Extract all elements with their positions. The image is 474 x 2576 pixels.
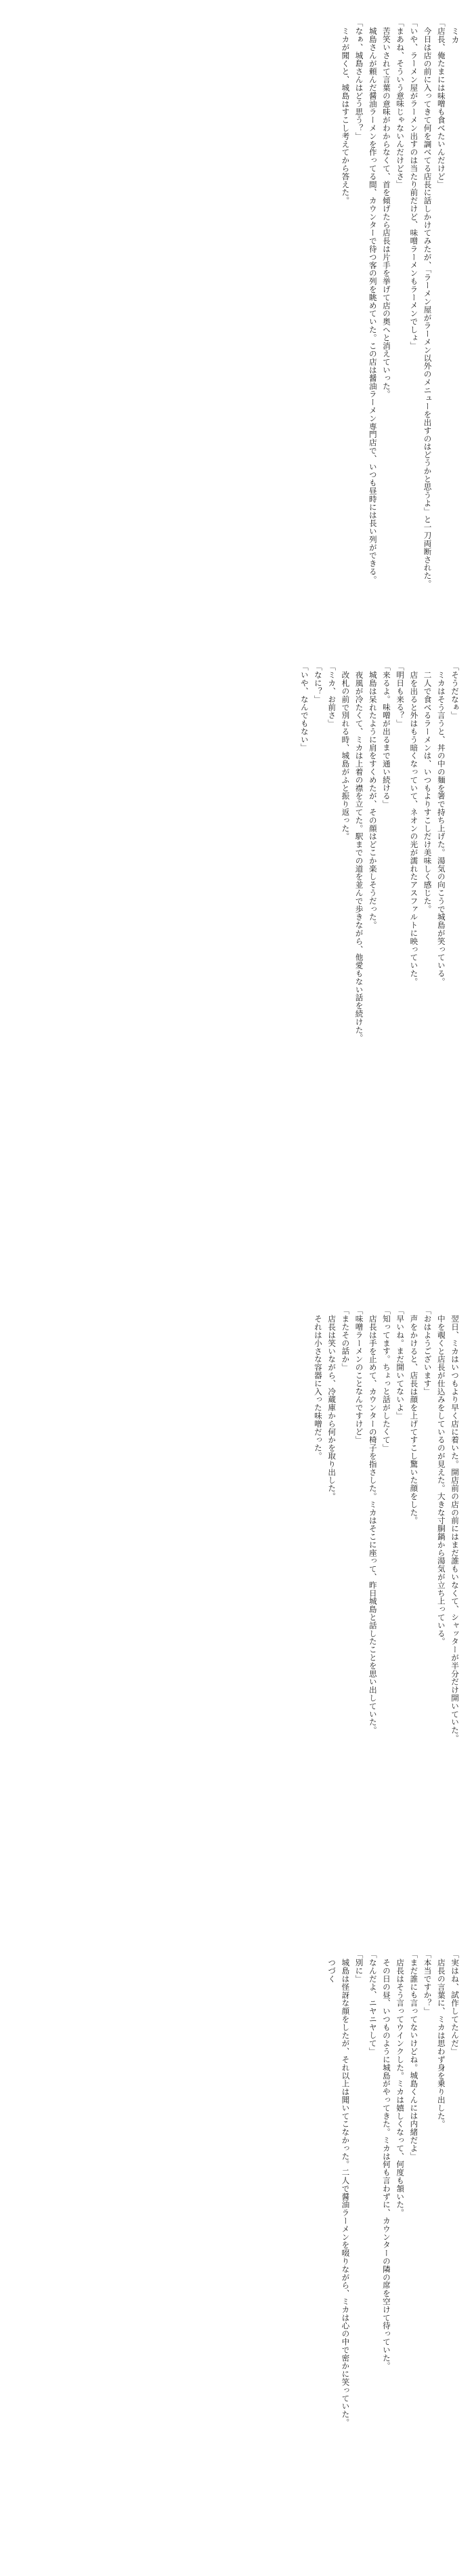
paragraph: 「なんだよ、ニヤニヤして」	[368, 1950, 378, 2056]
paragraph: 店を出ると外はもう暗くなっていて、ネオンの光が濡れたアスファルトに映っていた。	[409, 670, 419, 985]
vertical-text-column	[12, 1950, 462, 2560]
paragraph: 中を覗くと店長が仕込みをしているのが見えた。大きな寸胴鍋から湯気が立ち上っている。	[436, 1314, 446, 1645]
paragraph: 「早いね。まだ開いてないよ」	[395, 1307, 406, 1420]
vertical-text-column	[12, 663, 462, 1273]
paragraph: 「まだ誰にも言ってないけどね。城島くんには内緒だよ」	[409, 1950, 419, 2161]
vertical-text-column	[12, 1307, 462, 1917]
paragraph: 改札の前で別れる時、城島がふと振り返った。	[341, 670, 351, 840]
paragraph: 「おはようございます」	[423, 1307, 433, 1395]
page-3	[0, 1288, 474, 1931]
paragraph: 「知ってます。ちょっと話がしたくて」	[381, 1307, 391, 1452]
paragraph: 「実はね、試作してたんだ」	[450, 1950, 460, 2056]
paragraph: ミカが聞くと、城島はすこし考えてから答えた。	[341, 26, 351, 205]
paragraph: 「またその話か」	[341, 1307, 351, 1372]
paragraph: 夜風が冷たくて、ミカは上着の襟を立てた。駅までの道を並んで歩きながら、他愛もない話を続けた。	[354, 670, 364, 1042]
paragraph: 店長はそう言ってウインクした。ミカは嬉しくなって、何度も頷いた。	[395, 1958, 406, 2217]
chapter-title: ミカ	[450, 27, 460, 44]
paragraph: 「いや、ラーメン屋がラーメン出すのは当たり前だけど、味噌ラーメンもラーメンでしょ」	[409, 19, 419, 350]
paragraph: 「なぁ、城島さんはどう思う？」	[354, 19, 364, 140]
paragraph: 今日は店の前に入ってきて何を調べてる店長に話しかけてみたが、「ラーメン屋がラーメン以外のメニューを出すのはどうかと思うよ」と一刀両断された。	[423, 26, 433, 588]
paragraph: 「別に」	[354, 1950, 364, 1983]
paragraph: 「店長、俺たまには味噌も食べたいんだけど」	[436, 19, 446, 188]
continued-mark: つづく	[327, 1958, 337, 1983]
paragraph: 翌日、ミカはいつもより早く店に着いた。開店前の店の前にはまだ誰もいなくて、シャッターが半分だけ開いていた。	[450, 1314, 460, 1742]
vertical-text-column	[12, 19, 462, 629]
paragraph: ミカはそう言うと、丼の中の麺を箸で持ち上げた。湯気の向こうで城島が笑っている。	[436, 670, 446, 985]
paragraph: 声をかけると、店長は顔を上げてすこし驚いた顔をした。	[409, 1314, 419, 1524]
paragraph: 城島は怪訝な顔をしたが、それ以上は聞いてこなかった。二人で醤油ラーメンを啜りながら、ミカは心の中で密かに笑っていた。	[341, 1958, 351, 2426]
paragraph: その日の昼、いつものように城島がやってきた。ミカは何も言わずに、カウンターの隣の席を空けて待っていた。	[381, 1958, 391, 2370]
paragraph: 城島さんが頼んだ醤油ラーメンを作ってる間、カウンターで待つ客の列を眺めていた。この店は醤油ラーメン専門店で、いつも昼時には長い列ができる。	[368, 26, 378, 584]
paragraph: 「まあね、そういう意味じゃないんだけどさ」	[395, 19, 406, 188]
paragraph: 店長の言葉に、ミカは思わず身を乗り出した。	[436, 1958, 446, 2128]
paragraph: 「来るよ。味噌が出るまで通い続ける」	[381, 663, 391, 809]
page-4	[0, 1931, 474, 2575]
paragraph: 「本当ですか？」	[423, 1950, 433, 2016]
paragraph: 「いや、なんでもない」	[299, 663, 309, 752]
paragraph: 城島は呆れたように肩をすくめたが、その顔はどこか楽しそうだった。	[368, 670, 378, 929]
page-1	[0, 0, 474, 644]
paragraph: 店長は手を止めて、カウンターの椅子を指さした。ミカはそこに座って、昨日城島と話したことを思い出していた。	[368, 1314, 378, 1734]
paragraph: それは小さな容器に入った味噌だった。	[313, 1314, 323, 1460]
paragraph: 「ミカ、お前さ」	[327, 663, 337, 728]
paragraph: 「そうだなぁ」	[450, 663, 460, 720]
paragraph: 店長は笑いながら、冷蔵庫から何かを取り出した。	[327, 1314, 337, 1500]
paragraph: 「なに？」	[313, 663, 323, 703]
paragraph: 「味噌ラーメンのことなんですけど」	[354, 1307, 364, 1444]
page-2	[0, 644, 474, 1288]
paragraph: 苦笑いされて言葉の意味がわからなくて、首を傾げたら店長は片手を挙げて店の奥へと消えていった。	[381, 26, 391, 398]
paragraph: 「明日も来る？」	[395, 663, 406, 728]
paragraph: 二人で食べるラーメンは、いつもよりすこしだけ美味しく感じた。	[423, 670, 433, 913]
